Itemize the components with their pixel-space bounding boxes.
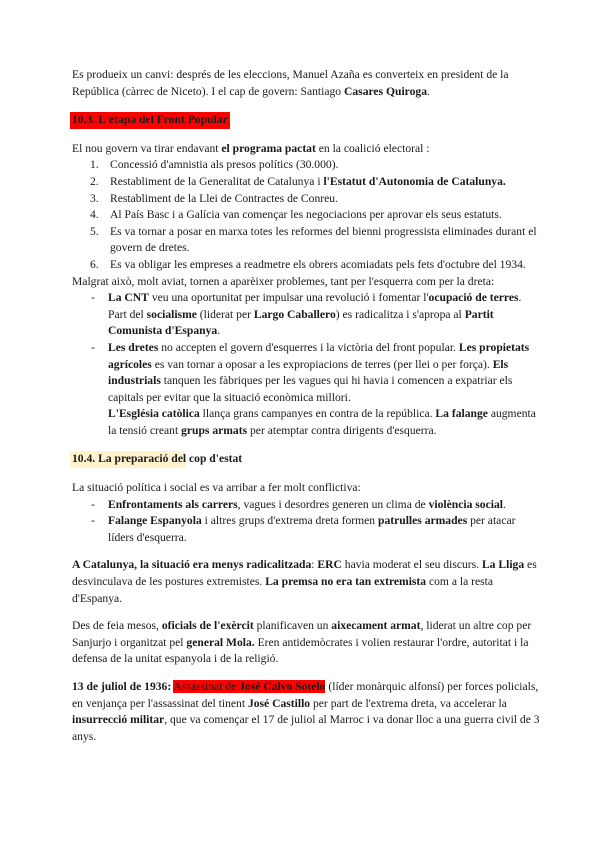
text: ) es radicalitza i s'apropa al (335, 307, 465, 321)
list-text: Al País Basc i a Galícia van començar les negociacions per aprovar els seus estatuts. (110, 208, 502, 222)
list-number: 2. (90, 174, 99, 188)
text: . Part del (108, 291, 522, 321)
dash-bullet: - (91, 497, 95, 511)
bold-text: L'Església catòlica (108, 407, 200, 421)
text: tanquen les fàbriques per les vagues qui hi havia i comencen a expatriar els capitals per evitar que la situació econòmica millori. (108, 374, 513, 404)
list-number: 4. (90, 208, 99, 222)
text: no accepten el govern d'esquerres i la victòria del front popular. (158, 340, 459, 354)
text: veu una oportunitat per impulsar una revolució i fomentar l' (148, 291, 429, 305)
bold-text: socialisme (146, 307, 197, 321)
section-heading-text: 10.4. La preparació del cop d'estat (70, 451, 186, 468)
text: llança grans campanyes en contra de la república. (199, 407, 436, 421)
text: havia moderat el seu discurs. (341, 558, 482, 572)
catalunya-paragraph (72, 557, 540, 607)
dash-bullet: - (91, 291, 95, 305)
bold-text: insurrecció militar (72, 713, 165, 727)
program-lead (72, 141, 540, 158)
list-bold: l'Estatut d'Autonomia de Catalunya. (323, 174, 506, 188)
list-item (72, 207, 540, 224)
bold-text: La premsa no era tan extremista (265, 575, 427, 589)
bold-text: La falange (435, 407, 488, 421)
intro-bold: Casares Quiroga (344, 84, 428, 98)
list-text: Restabliment de la Generalitat de Catalunya i (110, 174, 324, 188)
militars-paragraph (72, 618, 540, 668)
red-highlight (173, 680, 325, 693)
intro-text-end: . (427, 84, 430, 98)
text: , vagues i desordres generen un clima de (237, 497, 429, 511)
problems-intro: Malgrat això, molt aviat, tornen a aparèixer problemes, tant per l'esquerra com per la dreta: (72, 274, 495, 288)
list-item (72, 513, 540, 546)
text: per part de l'extrema dreta, va accelerar la (310, 696, 507, 710)
highlight-bold: José Calvo Sotelo (239, 680, 326, 693)
bold-text: patrulles armades (378, 514, 468, 528)
text: , que va començar el 17 de juliol al Marroc i va donar lloc a una guerra civil de 3 anys. (72, 713, 540, 743)
july-paragraph (72, 679, 540, 745)
bold-text: Partit Comunista d'Espanya (108, 307, 494, 338)
list-number: 5. (90, 224, 99, 238)
bold-text: oficials de l'exèrcit (161, 619, 254, 633)
section-heading-text: 10.3. L'etapa del Front Popular (70, 112, 230, 129)
bold-text: Les dretes (108, 340, 159, 354)
conflict-list (72, 497, 540, 547)
text: . (217, 324, 221, 338)
text: Des de feia mesos, (72, 619, 162, 633)
text: per atemptar contra dirigents d'esquerra. (247, 423, 437, 437)
list-item-dretes (72, 340, 540, 406)
list-text: Restabliment de la Llei de Contractes de Conreu. (110, 191, 338, 205)
dretes-continuation (72, 406, 540, 439)
bold-text: ocupació de terres (428, 291, 519, 305)
bold-text: José Castillo (247, 696, 311, 710)
text: i altres grups d'extrema dreta formen (201, 514, 378, 528)
list-item (72, 257, 540, 274)
bold-text: Largo Caballero (253, 307, 336, 321)
date-bold: 13 de juliol de 1936: (72, 680, 172, 693)
bold-text: Falange Espanyola (108, 514, 202, 528)
list-item (72, 497, 540, 514)
highlight-text: Assassinat de (173, 680, 240, 693)
list-item (72, 191, 540, 208)
text: : (311, 558, 318, 572)
intro-text: Es produeix un canvi: després de les eleccions, Manuel Azaña es converteix en president de la República (càrrec de Niceto). I el cap de govern: Santiago (72, 68, 509, 98)
intro-paragraph (72, 67, 540, 100)
list-item (72, 157, 540, 174)
text: Eren antidemòcrates i volien restaurar l'ordre, autoritat i la defensa de la unitat espanyola i de la religió. (72, 635, 529, 666)
bold-text: Els industrials (108, 357, 509, 388)
bold-text: Les propietats agrícoles (108, 340, 530, 371)
text: com a la resta d'Espanya. (72, 575, 494, 605)
text: es desvinculava de les postures extremistes. (72, 558, 537, 589)
bold-text: Enfrontaments als carrers (108, 497, 238, 511)
dash-bullet: - (91, 514, 95, 528)
list-number: 3. (90, 191, 99, 205)
text: (liderat per (196, 307, 254, 321)
dash-bullet: - (91, 340, 95, 354)
list-text: Es va tornar a posar en marxa totes les reformes del bienni progressista eliminades durant el govern de dretes. (110, 224, 537, 255)
problems-list (72, 290, 540, 406)
bold-text: grups armats (181, 423, 248, 437)
conflict-intro: La situació política i social es va arribar a fer molt conflictiva: (72, 481, 361, 495)
text: es van tornar a oposar a les expropiacions de terres (per llei o per força). (151, 357, 493, 371)
section-heading-cop-estat (72, 451, 540, 468)
lead-bold: el programa pactat (221, 141, 316, 155)
bold-text: La Lliga (481, 558, 525, 572)
bold-text: aixecament armat (331, 619, 421, 633)
text: per atacar líders d'esquerra. (108, 514, 516, 544)
list-item (72, 174, 540, 191)
list-number: 1. (90, 158, 99, 172)
list-number: 6. (90, 257, 99, 271)
text: augmenta la tensió creant (108, 407, 536, 437)
program-list (72, 157, 540, 273)
text: . (502, 497, 506, 511)
text: (líder monàrquic alfonsí) per forces policials, en venjança per l'assassinat del tinent (72, 680, 539, 710)
bold-text: violència social (428, 497, 503, 511)
bold-text: A Catalunya, la situació era menys radicalitzada (72, 558, 312, 572)
list-text: Es va obligar les empreses a readmetre els obrers acomiadats pels fets d'octubre del 1934. (110, 257, 526, 271)
list-text: Concessió d'amnistia als presos polítics (30.000). (110, 158, 339, 172)
lead-text-end: en la coalició electoral : (315, 141, 430, 155)
text: planificaven un (253, 619, 332, 633)
bold-text: ERC (317, 558, 342, 572)
bold-text: general Mola. (186, 635, 255, 649)
list-item-cnt (72, 290, 540, 340)
lead-text: El nou govern va tirar endavant (72, 141, 222, 155)
list-item (72, 224, 540, 257)
section-heading-front-popular (72, 112, 540, 129)
bold-text: La CNT (108, 291, 149, 305)
text: , liderat un altre cop per Sanjurjo i organitzat pel (72, 619, 532, 649)
